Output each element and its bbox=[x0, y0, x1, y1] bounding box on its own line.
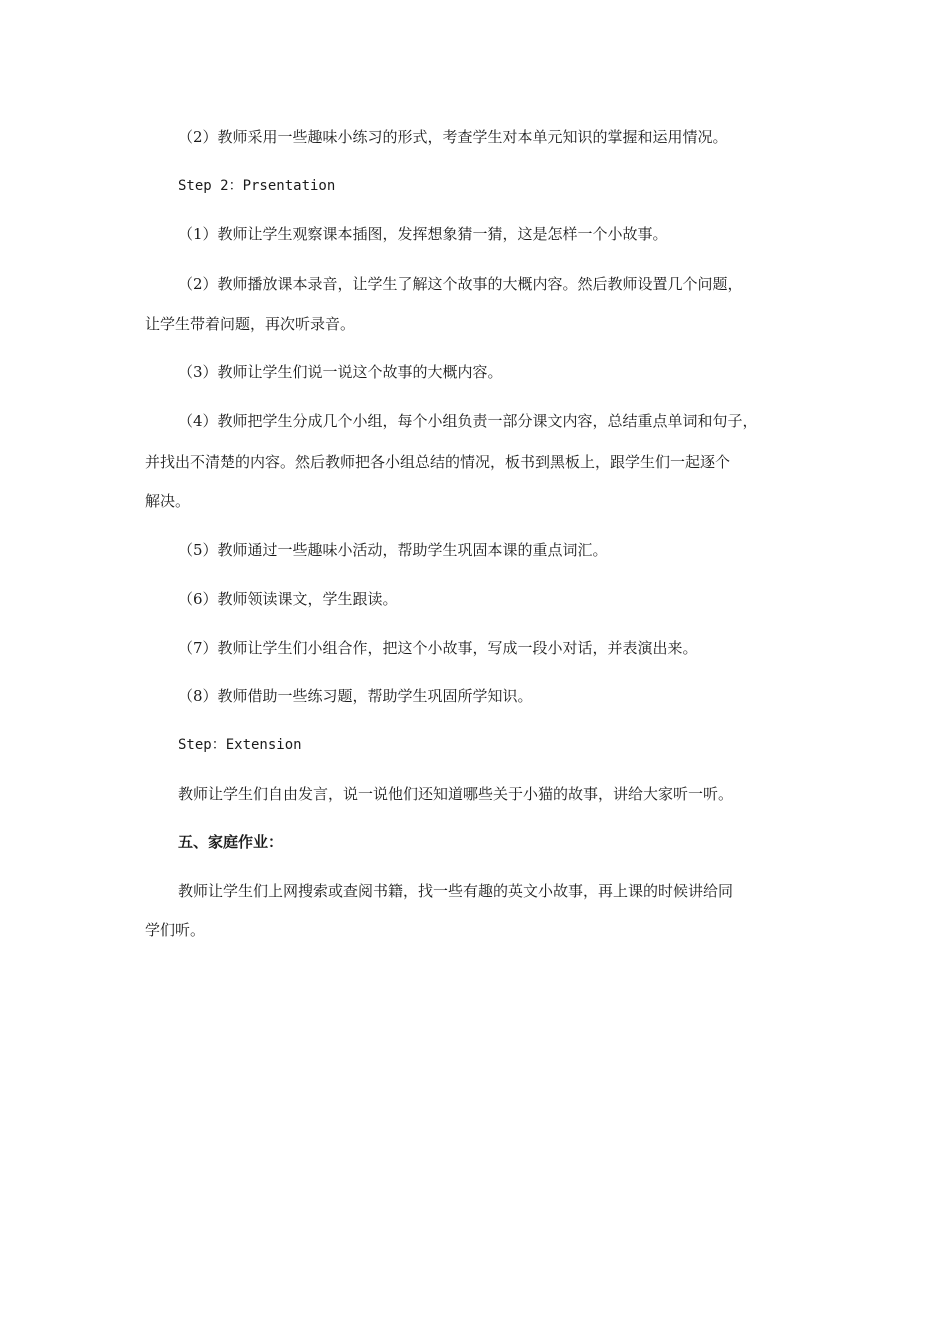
paragraph-line: （6）教师领读课文，学生跟读。 bbox=[178, 590, 398, 608]
paragraph-line: 教师让学生们自由发言，说一说他们还知道哪些关于小猫的故事，讲给大家听一听。 bbox=[178, 785, 734, 803]
paragraph-line: 学们听。 bbox=[145, 921, 206, 939]
paragraph-line: （2）教师播放课本录音，让学生了解这个故事的大概内容。然后教师设置几个问题， bbox=[178, 275, 743, 293]
paragraph-line: （8）教师借助一些练习题，帮助学生巩固所学知识。 bbox=[178, 687, 533, 705]
paragraph-line: 解决。 bbox=[145, 492, 191, 510]
paragraph-line: （4）教师把学生分成几个小组，每个小组负责一部分课文内容，总结重点单词和句子， bbox=[178, 412, 758, 430]
paragraph-line: 让学生带着问题，再次听录音。 bbox=[145, 315, 356, 333]
section-heading-homework: 五、家庭作业： bbox=[178, 833, 284, 851]
paragraph-line: （5）教师通过一些趣味小活动，帮助学生巩固本课的重点词汇。 bbox=[178, 541, 608, 559]
paragraph-line: （1）教师让学生观察课本插图，发挥想象猜一猜，这是怎样一个小故事。 bbox=[178, 225, 668, 243]
paragraph-line: 教师让学生们上网搜索或查阅书籍，找一些有趣的英文小故事，再上课的时候讲给同 bbox=[178, 882, 734, 900]
section-heading-extension: Step：Extension bbox=[178, 737, 302, 753]
paragraph-line: （7）教师让学生们小组合作，把这个小故事，写成一段小对话，并表演出来。 bbox=[178, 639, 698, 657]
section-heading-step2: Step 2：Prsentation bbox=[178, 178, 336, 194]
paragraph-line: 并找出不清楚的内容。然后教师把各小组总结的情况，板书到黑板上，跟学生们一起逐个 bbox=[145, 453, 731, 471]
paragraph-line: （3）教师让学生们说一说这个故事的大概内容。 bbox=[178, 363, 503, 381]
paragraph-line: （2）教师采用一些趣味小练习的形式，考查学生对本单元知识的掌握和运用情况。 bbox=[178, 128, 728, 146]
